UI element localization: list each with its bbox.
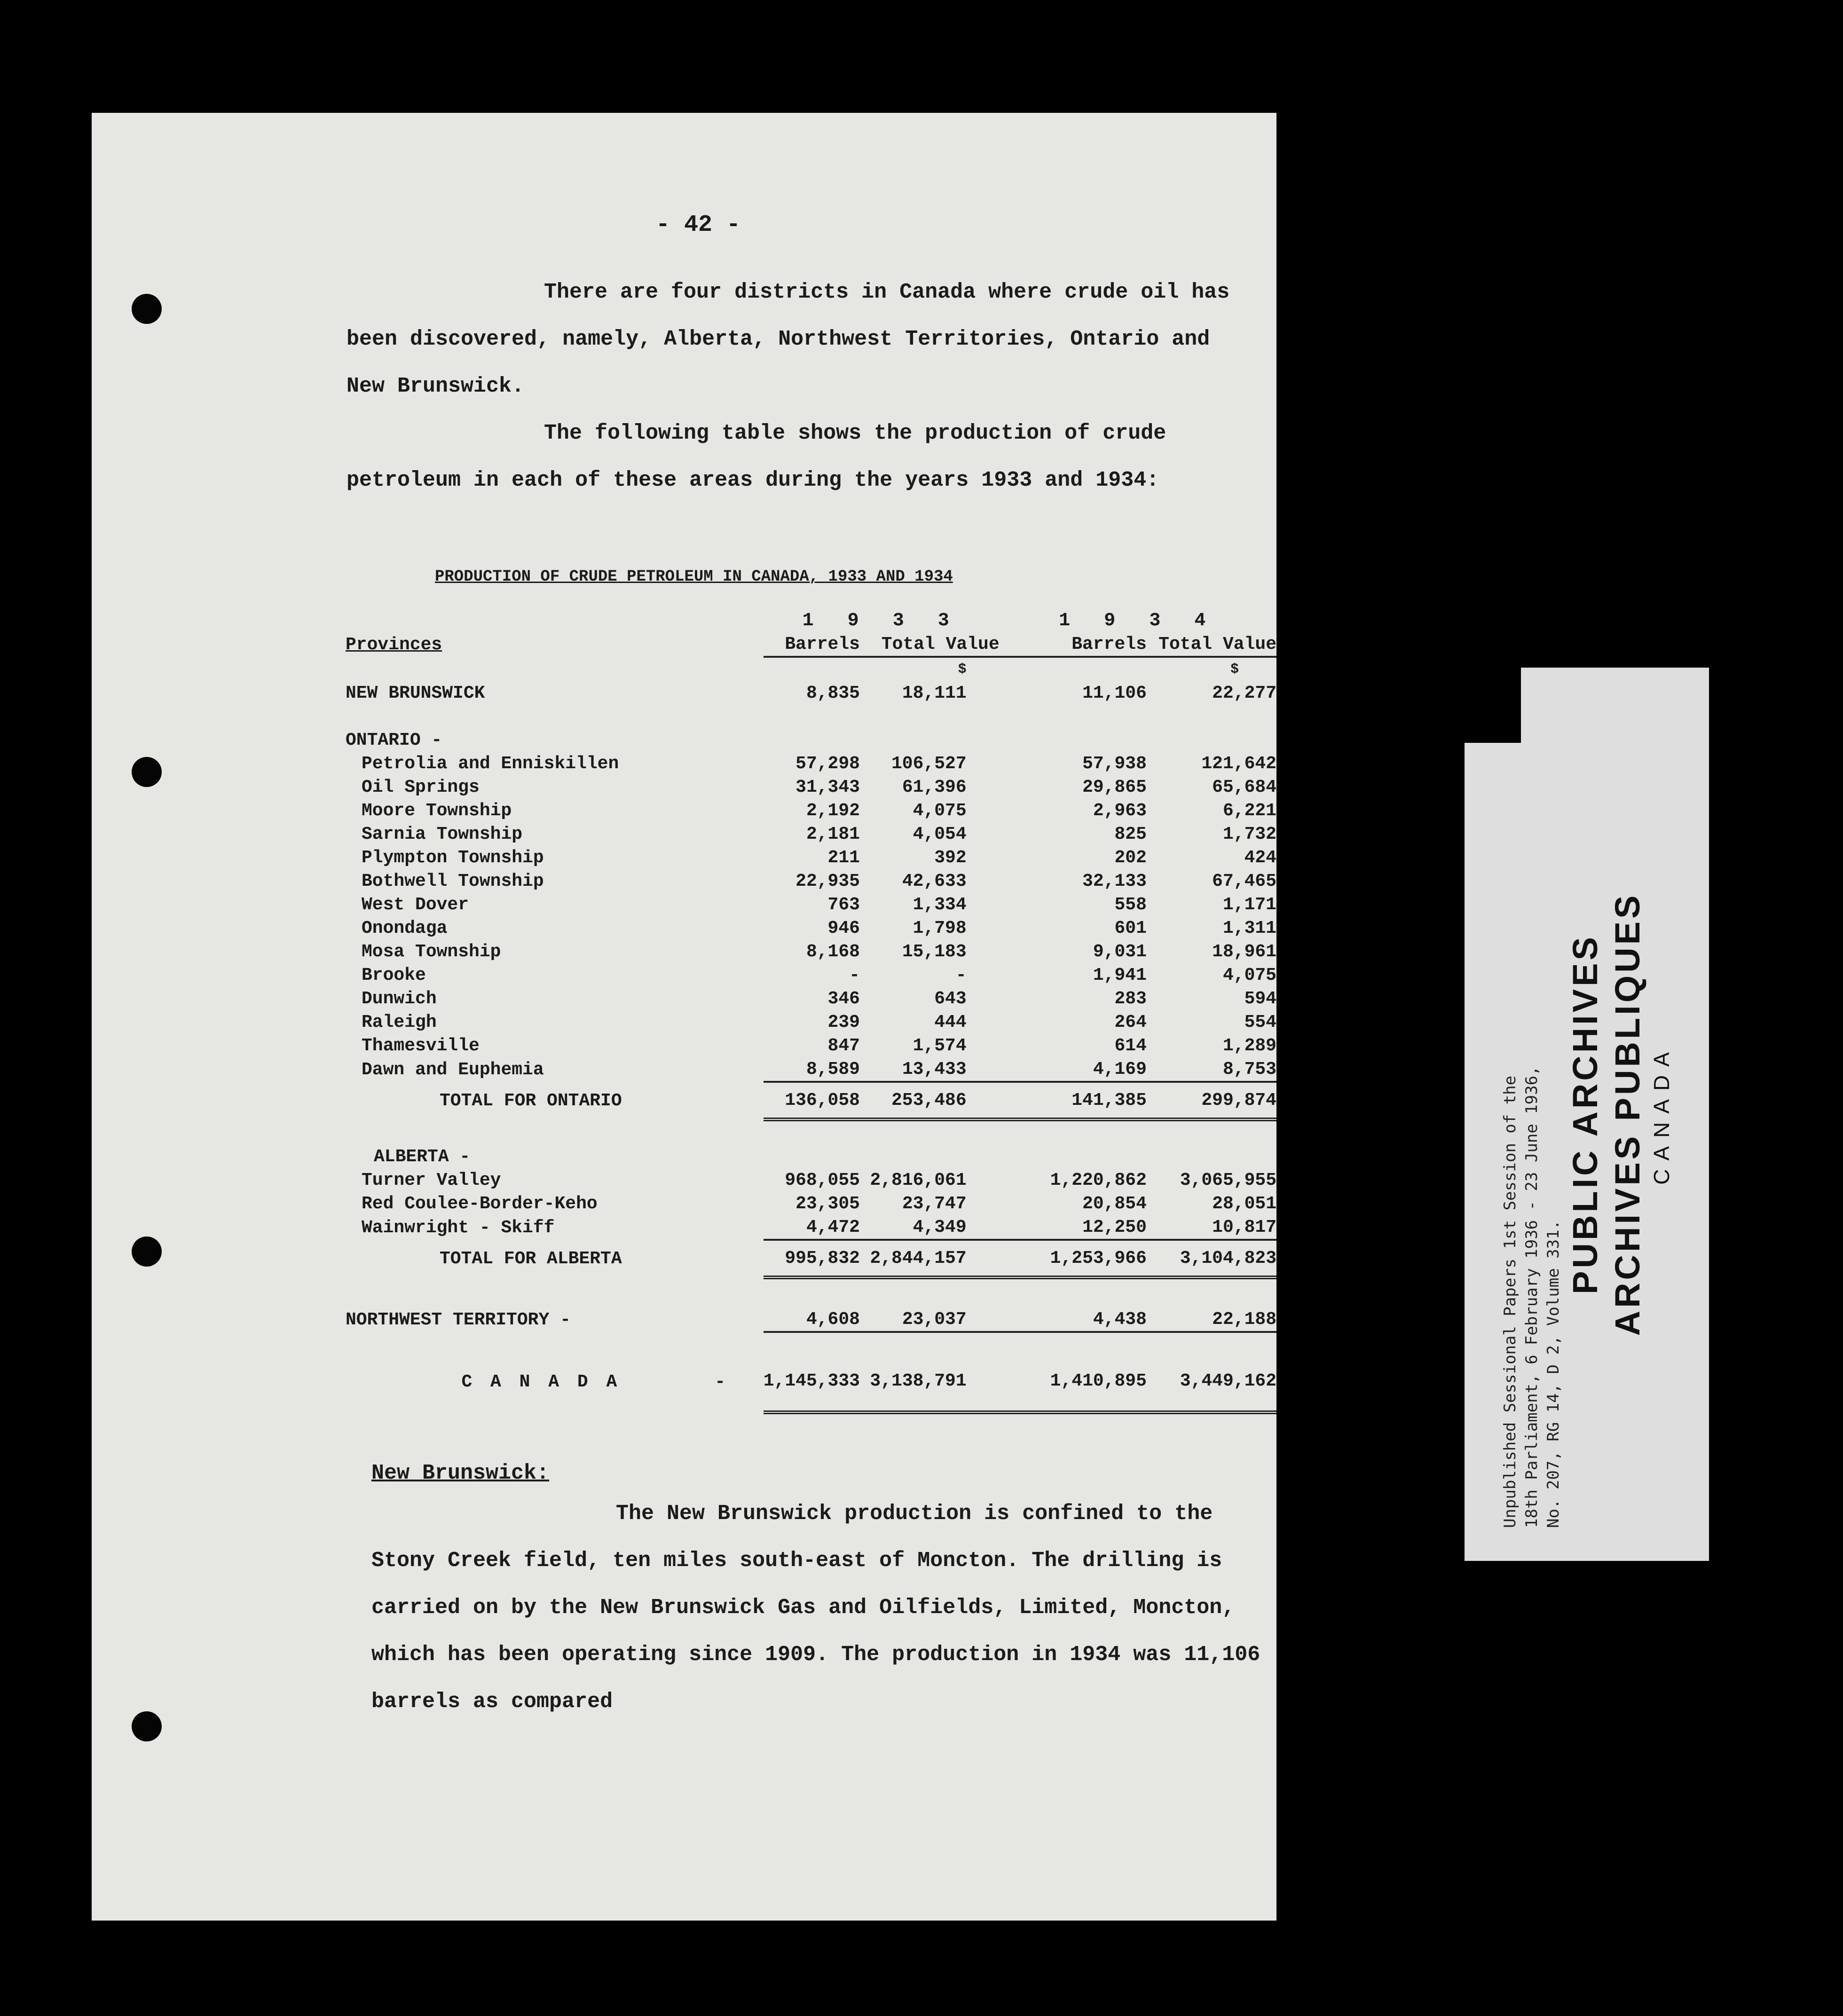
row-label: West Dover — [362, 894, 469, 915]
table-row — [346, 1057, 1276, 1082]
row-value: 57,298 — [795, 753, 860, 774]
row-label: Petrolia and Enniskillen — [362, 753, 619, 774]
row-label: Thamesville — [362, 1035, 480, 1056]
row-value: 8,589 — [764, 1057, 860, 1082]
row-value: 22,935 — [795, 871, 860, 891]
row-value: 601 — [1114, 918, 1147, 938]
row-label: Brooke — [362, 965, 426, 985]
row-value: 211 — [827, 847, 860, 868]
row-label: Oil Springs — [362, 777, 480, 797]
table-row: NORTHWEST TERRITORY - 4,608 23,037 4,438 22,188 — [346, 1307, 1276, 1332]
row-value: 67,465 — [1212, 871, 1276, 891]
row-value: 4,054 — [913, 824, 967, 844]
table-row — [346, 940, 1276, 963]
archive-name-en: PUBLIC ARCHIVES — [1566, 934, 1605, 1294]
row-value: 1,220,862 — [1050, 1170, 1147, 1190]
row-value: 239 — [827, 1012, 860, 1032]
punch-hole — [132, 294, 162, 324]
row-value: 57,938 — [1082, 753, 1147, 774]
table-row — [346, 822, 1276, 846]
table-row — [346, 893, 1276, 916]
row-value: 2,963 — [1093, 800, 1147, 821]
table-title: PRODUCTION OF CRUDE PETROLEUM IN CANADA, 1933 AND 1934 — [435, 568, 953, 586]
punch-hole — [132, 757, 162, 787]
year-1934-header: 1 9 3 4 — [1059, 610, 1217, 631]
row-value: 1,171 — [1222, 894, 1276, 915]
row-value: 2,181 — [806, 824, 860, 844]
row-value: 20,854 — [1082, 1193, 1147, 1214]
row-value: 643 — [934, 988, 967, 1009]
row-value: 614 — [1114, 1035, 1147, 1056]
row-value: 23,747 — [902, 1193, 967, 1214]
row-value: 61,396 — [902, 777, 967, 797]
table-row: TOTAL FOR ONTARIO 136,058 253,486 141,385 299,874 — [346, 1082, 1276, 1119]
row-value: 1,574 — [913, 1035, 967, 1056]
row-value: 1,311 — [1222, 918, 1276, 938]
row-value: 4,472 — [764, 1215, 860, 1240]
row-label: Wainwright - Skiff — [362, 1217, 555, 1238]
row-label: Plympton Township — [362, 847, 544, 868]
table-row — [346, 752, 1276, 775]
canada-label: C A N A D A — [461, 1372, 621, 1392]
production-table — [346, 609, 1276, 1414]
archive-name-fr: ARCHIVES PUBLIQUES — [1608, 892, 1647, 1336]
row-value: 392 — [934, 847, 967, 868]
row-value: 29,865 — [1082, 777, 1147, 797]
currency-mark: $ — [1230, 662, 1239, 677]
row-value: 28,051 — [1212, 1193, 1276, 1214]
row-label: Dawn and Euphemia — [362, 1059, 544, 1080]
row-label: Mosa Township — [362, 941, 501, 962]
table-row — [346, 1215, 1276, 1240]
row-value: 42,633 — [902, 871, 967, 891]
row-value: 558 — [1114, 894, 1147, 915]
row-value: 8,753 — [1147, 1057, 1276, 1082]
intro-paragraph: There are four districts in Canada where crude oil has been discovered, namely, Alberta, Northwest Territories, Ontario and New Brunswick. — [347, 280, 1230, 398]
row-value: 968,055 — [785, 1170, 860, 1190]
row-label: Raleigh — [362, 1012, 437, 1032]
table-row — [346, 846, 1276, 869]
row-value: 4,349 — [860, 1215, 1000, 1240]
row-value: 283 — [1114, 988, 1147, 1009]
table-row: C A N A D A - 1,145,333 3,138,791 1,410,895 3,449,162 — [346, 1352, 1276, 1412]
row-value: 554 — [1244, 1012, 1276, 1032]
archive-citation: Unpublished Sessional Papers 1st Session of the 18th Parliament, 6 February 1936 - 23 June 1936, No. 207, RG 14, D 2, Volume 331. — [1501, 1066, 1563, 1528]
row-value: 1,289 — [1222, 1035, 1276, 1056]
punch-hole — [132, 1236, 162, 1267]
table-row — [346, 1010, 1276, 1034]
table-row — [346, 1034, 1276, 1057]
punch-hole — [132, 1711, 162, 1741]
row-value: 1,732 — [1222, 824, 1276, 844]
col-barrels-header: Barrels — [764, 632, 860, 657]
row-value: 106,527 — [891, 753, 967, 774]
row-value: 10,817 — [1147, 1215, 1276, 1240]
col-barrels-header: Barrels — [1000, 632, 1147, 657]
row-label: Dunwich — [362, 988, 437, 1009]
row-label: Onondaga — [362, 918, 448, 938]
row-value: 763 — [827, 894, 860, 915]
section-heading-new-brunswick: New Brunswick: — [371, 1461, 550, 1485]
row-value: 1,798 — [913, 918, 967, 938]
row-label: Sarnia Township — [362, 824, 523, 844]
alberta-header: ALBERTA - — [374, 1146, 471, 1167]
row-value: 202 — [1114, 847, 1147, 868]
row-value: 2,192 — [806, 800, 860, 821]
col-total-value-header: Total Value — [1147, 632, 1276, 657]
table-row — [346, 799, 1276, 822]
table-row — [346, 963, 1276, 987]
table-row: TOTAL FOR ALBERTA 995,832 2,844,157 1,253,966 3,104,823 — [346, 1240, 1276, 1277]
row-value: 121,642 — [1201, 753, 1276, 774]
new-brunswick-paragraph: The New Brunswick production is confined to the Stony Creek field, ten miles south-east of Moncton. The drilling is carried on by the New Brunswick Gas and Oilfields, Limited, Moncton, which has been operating since 1909. The production in 1934 was 11,106 barrels as compared — [371, 1502, 1260, 1714]
row-label: Turner Valley — [362, 1170, 501, 1190]
table-row — [346, 869, 1276, 893]
row-value: 65,684 — [1212, 777, 1276, 797]
row-value: 32,133 — [1082, 871, 1147, 891]
row-value: 12,250 — [1000, 1215, 1147, 1240]
label-notch — [1465, 668, 1521, 743]
row-value: 264 — [1114, 1012, 1147, 1032]
table-row — [346, 1168, 1276, 1192]
page-number: - 42 - — [656, 212, 741, 238]
table-row — [346, 775, 1276, 799]
row-value: 31,343 — [795, 777, 860, 797]
row-label: Bothwell Township — [362, 871, 544, 891]
row-value: 346 — [827, 988, 860, 1009]
year-1933-header: 1 9 3 3 — [802, 610, 961, 631]
ontario-header: ONTARIO - — [346, 730, 442, 750]
alberta-rows — [346, 1168, 1276, 1240]
row-value: 9,031 — [1093, 941, 1147, 962]
row-value: 4,169 — [1000, 1057, 1147, 1082]
row-value: 1,941 — [1093, 965, 1147, 985]
row-label: Red Coulee-Border-Keho — [362, 1193, 598, 1214]
row-value: - — [955, 965, 967, 985]
row-value: 18,961 — [1212, 941, 1276, 962]
canada-dash: - — [715, 1372, 730, 1392]
table-row: NEW BRUNSWICK 8,835 18,111 11,106 22,277 — [346, 683, 1276, 703]
row-value: 825 — [1114, 824, 1147, 844]
row-value: 424 — [1244, 847, 1276, 868]
row-value: 4,075 — [913, 800, 967, 821]
row-label: Moore Township — [362, 800, 512, 821]
col-provinces-header: Provinces — [346, 634, 442, 655]
table-row — [346, 1192, 1276, 1215]
ontario-rows — [346, 752, 1276, 1082]
row-value: 15,183 — [902, 941, 967, 962]
table-row — [346, 987, 1276, 1010]
row-value: 594 — [1244, 988, 1276, 1009]
row-value: 8,168 — [806, 941, 860, 962]
row-value: 1,334 — [913, 894, 967, 915]
archive-label — [1465, 668, 1709, 1561]
row-value: 847 — [827, 1035, 860, 1056]
row-value: 2,816,061 — [870, 1170, 967, 1190]
row-value: 13,433 — [860, 1057, 1000, 1082]
row-value: 444 — [934, 1012, 967, 1032]
col-total-value-header: Total Value — [860, 632, 1000, 657]
currency-mark: $ — [958, 662, 967, 677]
row-value: 6,221 — [1222, 800, 1276, 821]
document-page — [92, 113, 1276, 1921]
row-value: 3,065,955 — [1180, 1170, 1276, 1190]
row-value: 946 — [827, 918, 860, 938]
row-value: 4,075 — [1222, 965, 1276, 985]
archive-country: CANADA — [1649, 1044, 1674, 1185]
row-value: - — [849, 965, 860, 985]
row-value: 23,305 — [795, 1193, 860, 1214]
table-row — [346, 916, 1276, 940]
intro-paragraph-2: The following table shows the production of crude petroleum in each of these areas during the years 1933 and 1934: — [347, 421, 1166, 492]
